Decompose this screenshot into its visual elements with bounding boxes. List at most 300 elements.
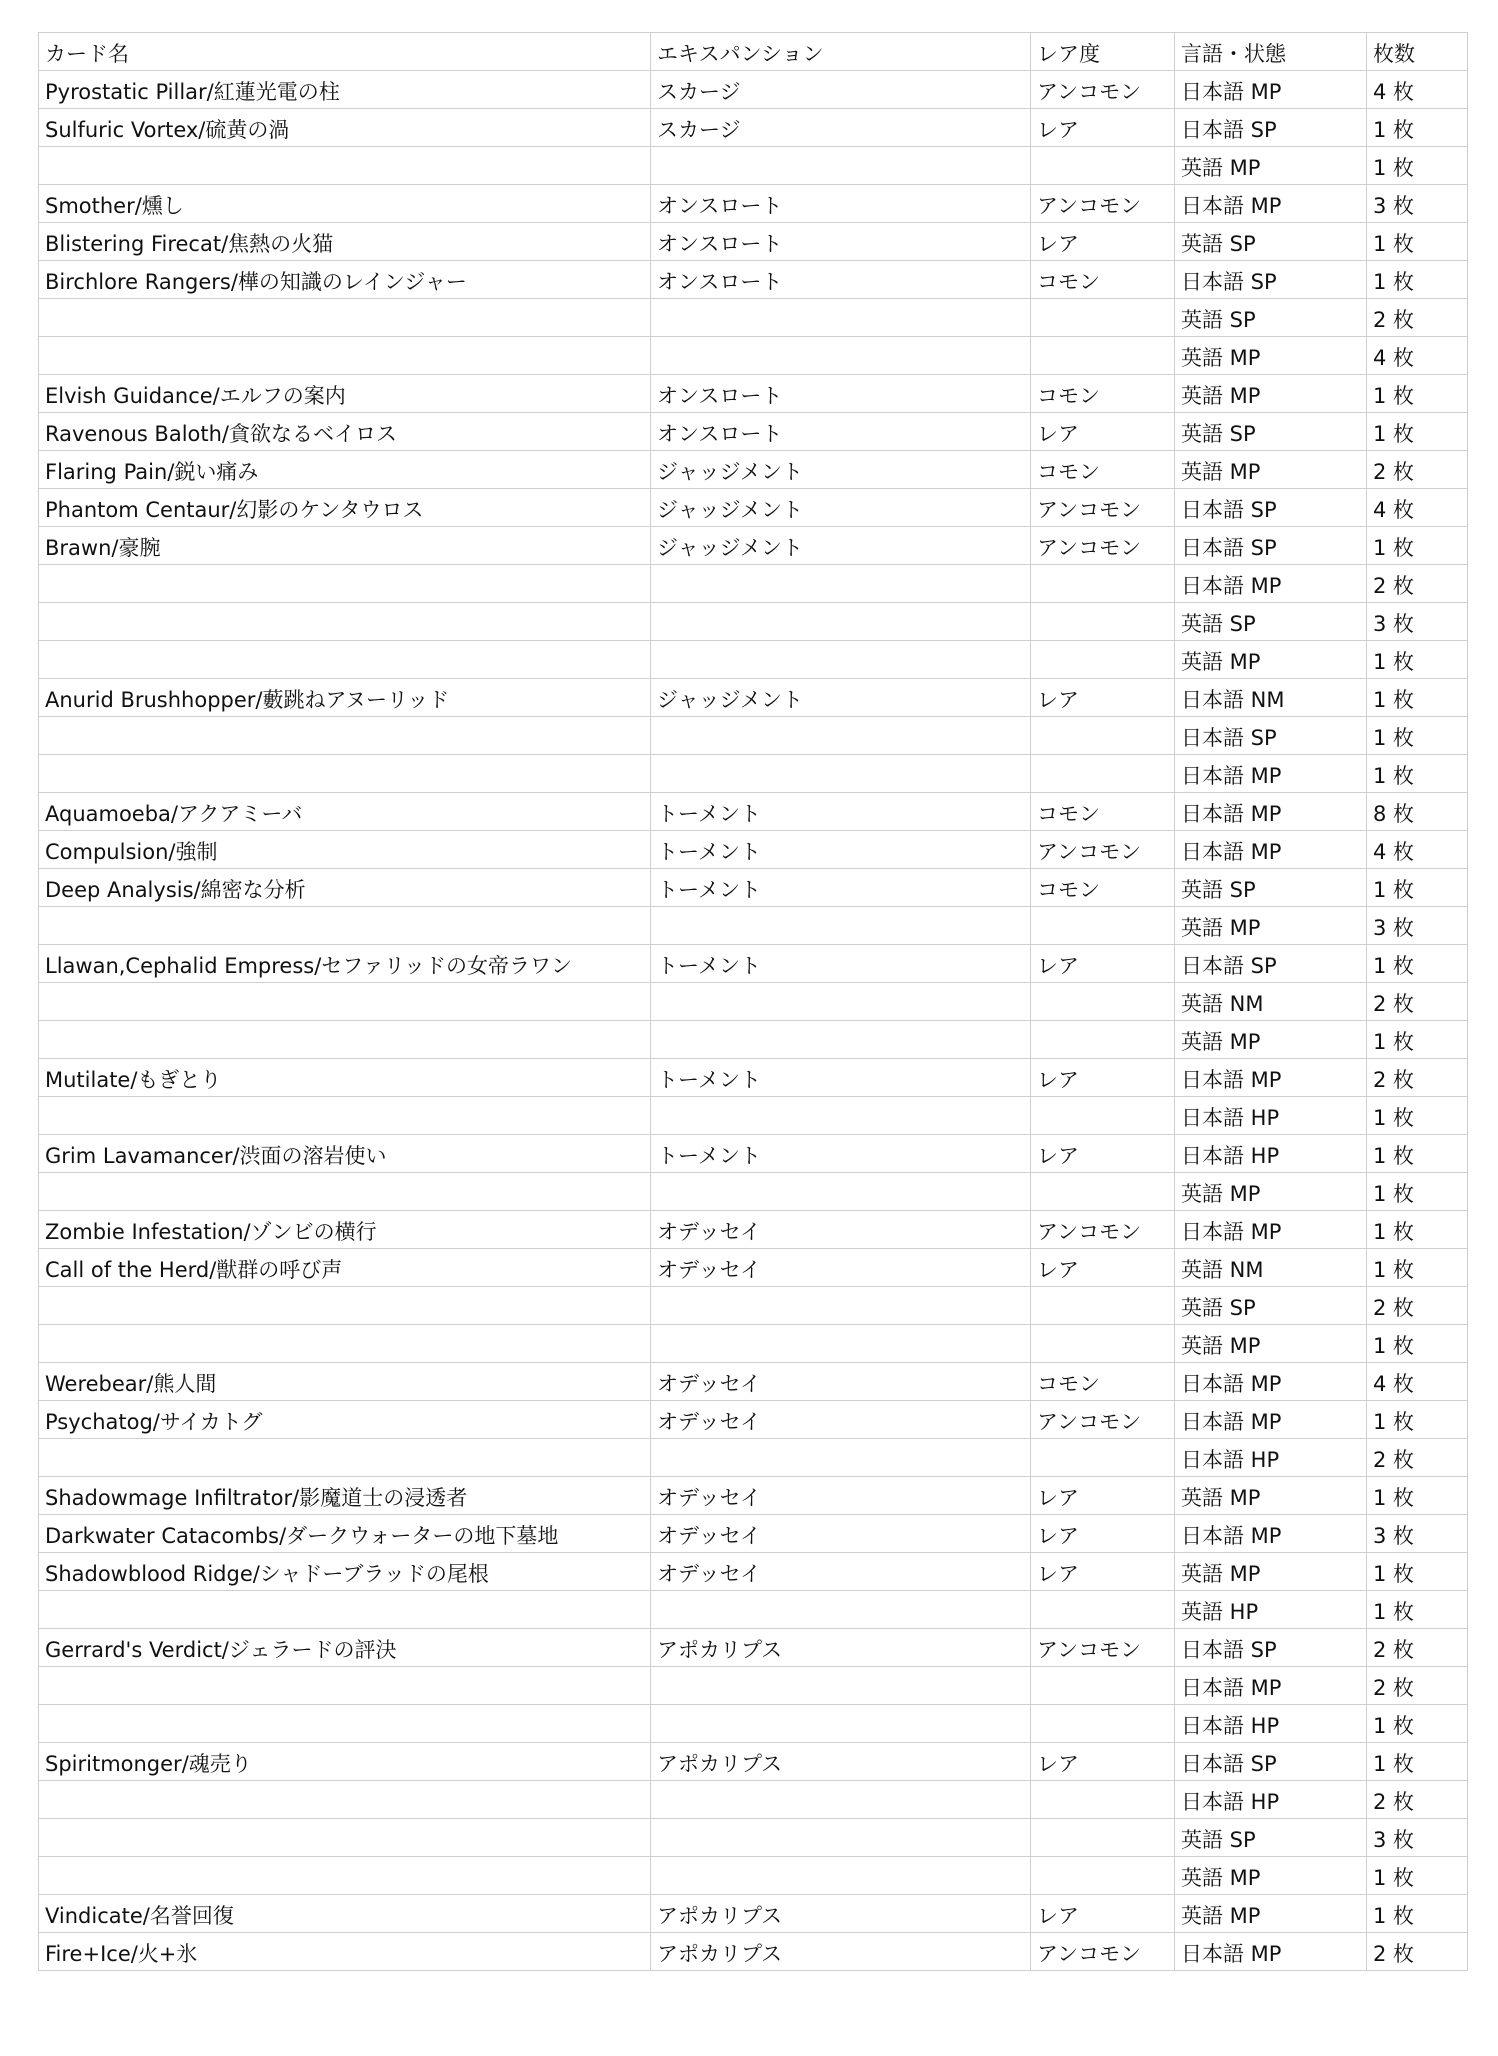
cell-language-condition: 日本語 SP	[1175, 1629, 1367, 1667]
table-row	[39, 1933, 1468, 1971]
cell-expansion: トーメント	[651, 945, 1031, 983]
cell-quantity: 1 枚	[1367, 869, 1468, 907]
table-row	[39, 1857, 1468, 1895]
cell-rarity: アンコモン	[1031, 831, 1175, 869]
cell-expansion: オデッセイ	[651, 1401, 1031, 1439]
cell-quantity: 3 枚	[1367, 1819, 1468, 1857]
table-row	[39, 527, 1468, 565]
cell-rarity: コモン	[1031, 261, 1175, 299]
table-row	[39, 1477, 1468, 1515]
cell-expansion	[651, 1325, 1031, 1363]
cell-rarity	[1031, 1097, 1175, 1135]
table-row	[39, 1401, 1468, 1439]
cell-card-name: Flaring Pain/鋭い痛み	[39, 451, 651, 489]
cell-language-condition: 英語 MP	[1175, 1857, 1367, 1895]
cell-quantity: 1 枚	[1367, 1743, 1468, 1781]
cell-rarity: レア	[1031, 1515, 1175, 1553]
cell-card-name	[39, 1173, 651, 1211]
cell-card-name	[39, 337, 651, 375]
cell-language-condition: 日本語 HP	[1175, 1705, 1367, 1743]
cell-card-name: Call of the Herd/獣群の呼び声	[39, 1249, 651, 1287]
cell-language-condition: 日本語 MP	[1175, 1667, 1367, 1705]
table-row	[39, 1021, 1468, 1059]
cell-language-condition: 英語 MP	[1175, 907, 1367, 945]
cell-language-condition: 日本語 HP	[1175, 1439, 1367, 1477]
cell-language-condition: 日本語 MP	[1175, 1363, 1367, 1401]
cell-quantity: 1 枚	[1367, 147, 1468, 185]
cell-rarity: アンコモン	[1031, 71, 1175, 109]
cell-expansion: オンスロート	[651, 223, 1031, 261]
cell-expansion: オデッセイ	[651, 1553, 1031, 1591]
cell-language-condition: 日本語 SP	[1175, 1743, 1367, 1781]
header-row	[39, 33, 1468, 71]
cell-card-name: Spiritmonger/魂売り	[39, 1743, 651, 1781]
table-row	[39, 299, 1468, 337]
cell-card-name: Grim Lavamancer/渋面の溶岩使い	[39, 1135, 651, 1173]
cell-rarity: レア	[1031, 1895, 1175, 1933]
table-row	[39, 1705, 1468, 1743]
cell-rarity	[1031, 337, 1175, 375]
cell-card-name: Blistering Firecat/焦熱の火猫	[39, 223, 651, 261]
cell-card-name: Zombie Infestation/ゾンビの横行	[39, 1211, 651, 1249]
cell-card-name	[39, 1781, 651, 1819]
cell-card-name	[39, 907, 651, 945]
cell-rarity: コモン	[1031, 451, 1175, 489]
cell-card-name	[39, 1325, 651, 1363]
cell-expansion	[651, 565, 1031, 603]
cell-rarity: コモン	[1031, 375, 1175, 413]
cell-language-condition: 英語 SP	[1175, 1819, 1367, 1857]
cell-language-condition: 英語 SP	[1175, 603, 1367, 641]
cell-card-name: Darkwater Catacombs/ダークウォーターの地下墓地	[39, 1515, 651, 1553]
cell-quantity: 2 枚	[1367, 299, 1468, 337]
cell-expansion	[651, 1667, 1031, 1705]
cell-quantity: 1 枚	[1367, 261, 1468, 299]
cell-quantity: 1 枚	[1367, 109, 1468, 147]
cell-language-condition: 英語 MP	[1175, 1895, 1367, 1933]
cell-card-name: Birchlore Rangers/樺の知識のレインジャー	[39, 261, 651, 299]
cell-quantity: 1 枚	[1367, 1021, 1468, 1059]
cell-expansion: トーメント	[651, 831, 1031, 869]
cell-rarity	[1031, 299, 1175, 337]
cell-language-condition: 日本語 HP	[1175, 1781, 1367, 1819]
cell-rarity: レア	[1031, 1059, 1175, 1097]
cell-rarity: レア	[1031, 945, 1175, 983]
cell-language-condition: 日本語 MP	[1175, 71, 1367, 109]
cell-language-condition: 英語 MP	[1175, 1021, 1367, 1059]
cell-card-name: Gerrard's Verdict/ジェラードの評決	[39, 1629, 651, 1667]
cell-card-name	[39, 1591, 651, 1629]
cell-rarity	[1031, 1705, 1175, 1743]
cell-quantity: 2 枚	[1367, 1781, 1468, 1819]
table-row	[39, 1591, 1468, 1629]
cell-card-name	[39, 299, 651, 337]
cell-rarity	[1031, 755, 1175, 793]
cell-expansion: オデッセイ	[651, 1477, 1031, 1515]
cell-language-condition: 英語 SP	[1175, 299, 1367, 337]
cell-card-name: Llawan,Cephalid Empress/セファリッドの女帝ラワン	[39, 945, 651, 983]
cell-quantity: 1 枚	[1367, 679, 1468, 717]
cell-expansion: オデッセイ	[651, 1249, 1031, 1287]
cell-expansion: トーメント	[651, 869, 1031, 907]
cell-language-condition: 英語 MP	[1175, 641, 1367, 679]
cell-rarity: アンコモン	[1031, 1211, 1175, 1249]
cell-card-name: Elvish Guidance/エルフの案内	[39, 375, 651, 413]
table-row	[39, 679, 1468, 717]
table-row	[39, 1819, 1468, 1857]
cell-card-name	[39, 1667, 651, 1705]
cell-rarity	[1031, 1439, 1175, 1477]
table-row	[39, 1173, 1468, 1211]
cell-language-condition: 英語 SP	[1175, 1287, 1367, 1325]
cell-rarity	[1031, 1325, 1175, 1363]
cell-quantity: 1 枚	[1367, 375, 1468, 413]
cell-rarity	[1031, 1819, 1175, 1857]
cell-card-name	[39, 1857, 651, 1895]
table-row	[39, 603, 1468, 641]
table-row	[39, 71, 1468, 109]
cell-quantity: 3 枚	[1367, 1515, 1468, 1553]
cell-expansion	[651, 1819, 1031, 1857]
cell-language-condition: 日本語 MP	[1175, 185, 1367, 223]
cell-quantity: 1 枚	[1367, 1135, 1468, 1173]
cell-language-condition: 英語 SP	[1175, 223, 1367, 261]
cell-rarity	[1031, 641, 1175, 679]
cell-rarity	[1031, 983, 1175, 1021]
table-row	[39, 223, 1468, 261]
cell-quantity: 1 枚	[1367, 1249, 1468, 1287]
cell-expansion: オンスロート	[651, 185, 1031, 223]
cell-language-condition: 日本語 MP	[1175, 755, 1367, 793]
cell-language-condition: 日本語 NM	[1175, 679, 1367, 717]
cell-language-condition: 日本語 MP	[1175, 1059, 1367, 1097]
cell-rarity: レア	[1031, 413, 1175, 451]
cell-quantity: 3 枚	[1367, 603, 1468, 641]
cell-card-name: Ravenous Baloth/貪欲なるベイロス	[39, 413, 651, 451]
cell-rarity	[1031, 1591, 1175, 1629]
cell-language-condition: 英語 NM	[1175, 1249, 1367, 1287]
header-expansion: エキスパンション	[651, 33, 1031, 71]
cell-quantity: 2 枚	[1367, 1287, 1468, 1325]
cell-rarity	[1031, 1667, 1175, 1705]
cell-card-name	[39, 641, 651, 679]
table-row	[39, 413, 1468, 451]
table-row	[39, 717, 1468, 755]
table-row	[39, 1363, 1468, 1401]
cell-quantity: 3 枚	[1367, 185, 1468, 223]
table-row	[39, 1667, 1468, 1705]
cell-quantity: 1 枚	[1367, 1895, 1468, 1933]
cell-quantity: 2 枚	[1367, 1667, 1468, 1705]
cell-rarity	[1031, 603, 1175, 641]
cell-quantity: 1 枚	[1367, 1477, 1468, 1515]
cell-rarity	[1031, 1857, 1175, 1895]
table-row	[39, 375, 1468, 413]
table-row	[39, 565, 1468, 603]
cell-rarity	[1031, 565, 1175, 603]
cell-language-condition: 日本語 HP	[1175, 1135, 1367, 1173]
cell-card-name: Pyrostatic Pillar/紅蓮光電の柱	[39, 71, 651, 109]
cell-rarity: レア	[1031, 679, 1175, 717]
cell-rarity	[1031, 717, 1175, 755]
cell-expansion	[651, 641, 1031, 679]
cell-expansion: スカージ	[651, 109, 1031, 147]
table-row	[39, 869, 1468, 907]
cell-quantity: 1 枚	[1367, 641, 1468, 679]
cell-expansion: トーメント	[651, 793, 1031, 831]
cell-card-name	[39, 1819, 651, 1857]
cell-rarity: コモン	[1031, 793, 1175, 831]
table-body	[39, 71, 1468, 1971]
cell-expansion	[651, 1021, 1031, 1059]
cell-language-condition: 英語 MP	[1175, 1325, 1367, 1363]
cell-language-condition: 日本語 SP	[1175, 527, 1367, 565]
cell-card-name	[39, 755, 651, 793]
table-row	[39, 1895, 1468, 1933]
cell-card-name: Brawn/豪腕	[39, 527, 651, 565]
cell-language-condition: 日本語 MP	[1175, 831, 1367, 869]
cell-expansion	[651, 603, 1031, 641]
cell-quantity: 8 枚	[1367, 793, 1468, 831]
cell-card-name: Psychatog/サイカトグ	[39, 1401, 651, 1439]
cell-expansion: オンスロート	[651, 261, 1031, 299]
cell-card-name: Fire+Ice/火+氷	[39, 1933, 651, 1971]
cell-rarity: コモン	[1031, 869, 1175, 907]
cell-rarity	[1031, 1287, 1175, 1325]
cell-language-condition: 日本語 MP	[1175, 793, 1367, 831]
cell-card-name	[39, 983, 651, 1021]
cell-expansion: オデッセイ	[651, 1515, 1031, 1553]
cell-quantity: 1 枚	[1367, 717, 1468, 755]
cell-quantity: 1 枚	[1367, 1325, 1468, 1363]
cell-rarity: レア	[1031, 1743, 1175, 1781]
table-row	[39, 1287, 1468, 1325]
cell-expansion	[651, 983, 1031, 1021]
cell-card-name	[39, 147, 651, 185]
cell-quantity: 4 枚	[1367, 1363, 1468, 1401]
cell-quantity: 1 枚	[1367, 1401, 1468, 1439]
cell-language-condition: 英語 MP	[1175, 147, 1367, 185]
cell-language-condition: 英語 NM	[1175, 983, 1367, 1021]
table-row	[39, 1059, 1468, 1097]
cell-quantity: 1 枚	[1367, 1097, 1468, 1135]
table-row	[39, 109, 1468, 147]
cell-quantity: 2 枚	[1367, 1059, 1468, 1097]
cell-expansion: オデッセイ	[651, 1363, 1031, 1401]
cell-card-name: Shadowmage Infiltrator/影魔道士の浸透者	[39, 1477, 651, 1515]
cell-expansion: トーメント	[651, 1059, 1031, 1097]
cell-expansion: ジャッジメント	[651, 527, 1031, 565]
cell-expansion	[651, 1591, 1031, 1629]
cell-card-name	[39, 1439, 651, 1477]
table-row	[39, 489, 1468, 527]
table-row	[39, 793, 1468, 831]
cell-language-condition: 日本語 SP	[1175, 717, 1367, 755]
cell-quantity: 1 枚	[1367, 223, 1468, 261]
cell-rarity: アンコモン	[1031, 1401, 1175, 1439]
cell-language-condition: 英語 MP	[1175, 375, 1367, 413]
cell-rarity: レア	[1031, 1135, 1175, 1173]
cell-quantity: 1 枚	[1367, 945, 1468, 983]
cell-expansion: スカージ	[651, 71, 1031, 109]
cell-card-name	[39, 1021, 651, 1059]
cell-language-condition: 英語 MP	[1175, 451, 1367, 489]
cell-expansion	[651, 1781, 1031, 1819]
cell-card-name	[39, 1287, 651, 1325]
cell-language-condition: 日本語 MP	[1175, 1401, 1367, 1439]
cell-expansion	[651, 717, 1031, 755]
cell-expansion	[651, 1857, 1031, 1895]
cell-rarity: アンコモン	[1031, 1933, 1175, 1971]
cell-expansion	[651, 1705, 1031, 1743]
cell-card-name	[39, 565, 651, 603]
table-row	[39, 1439, 1468, 1477]
cell-rarity: アンコモン	[1031, 1629, 1175, 1667]
table-row	[39, 1211, 1468, 1249]
cell-expansion: アポカリプス	[651, 1895, 1031, 1933]
cell-rarity: アンコモン	[1031, 489, 1175, 527]
table-row	[39, 1135, 1468, 1173]
table-row	[39, 337, 1468, 375]
cell-language-condition: 英語 HP	[1175, 1591, 1367, 1629]
cell-quantity: 1 枚	[1367, 1173, 1468, 1211]
cell-card-name	[39, 1705, 651, 1743]
table-row	[39, 907, 1468, 945]
cell-expansion: ジャッジメント	[651, 679, 1031, 717]
cell-expansion: ジャッジメント	[651, 451, 1031, 489]
cell-quantity: 2 枚	[1367, 451, 1468, 489]
cell-language-condition: 英語 SP	[1175, 869, 1367, 907]
cell-expansion	[651, 1173, 1031, 1211]
table-row	[39, 451, 1468, 489]
cell-expansion: アポカリプス	[651, 1933, 1031, 1971]
cell-language-condition: 日本語 HP	[1175, 1097, 1367, 1135]
header-rarity: レア度	[1031, 33, 1175, 71]
cell-quantity: 1 枚	[1367, 527, 1468, 565]
cell-quantity: 2 枚	[1367, 1439, 1468, 1477]
cell-quantity: 1 枚	[1367, 1553, 1468, 1591]
table-row	[39, 983, 1468, 1021]
cell-rarity: アンコモン	[1031, 185, 1175, 223]
cell-expansion: アポカリプス	[651, 1629, 1031, 1667]
cell-language-condition: 日本語 MP	[1175, 1515, 1367, 1553]
cell-language-condition: 日本語 MP	[1175, 1933, 1367, 1971]
cell-card-name	[39, 717, 651, 755]
cell-language-condition: 日本語 SP	[1175, 109, 1367, 147]
cell-language-condition: 英語 MP	[1175, 1477, 1367, 1515]
table-row	[39, 641, 1468, 679]
cell-expansion	[651, 907, 1031, 945]
cell-language-condition: 日本語 SP	[1175, 261, 1367, 299]
cell-card-name: Anurid Brushhopper/藪跳ねアヌーリッド	[39, 679, 651, 717]
cell-rarity: レア	[1031, 223, 1175, 261]
cell-quantity: 4 枚	[1367, 489, 1468, 527]
cell-expansion	[651, 147, 1031, 185]
table-row	[39, 1553, 1468, 1591]
cell-quantity: 1 枚	[1367, 1857, 1468, 1895]
cell-language-condition: 英語 SP	[1175, 413, 1367, 451]
cell-card-name	[39, 1097, 651, 1135]
cell-language-condition: 日本語 MP	[1175, 565, 1367, 603]
cell-rarity: レア	[1031, 1477, 1175, 1515]
cell-rarity: レア	[1031, 109, 1175, 147]
cell-card-name: Sulfuric Vortex/硫黄の渦	[39, 109, 651, 147]
cell-expansion	[651, 755, 1031, 793]
cell-card-name: Smother/燻し	[39, 185, 651, 223]
cell-card-name: Werebear/熊人間	[39, 1363, 651, 1401]
cell-expansion	[651, 337, 1031, 375]
cell-expansion: アポカリプス	[651, 1743, 1031, 1781]
table-row	[39, 261, 1468, 299]
table-row	[39, 1781, 1468, 1819]
cell-quantity: 2 枚	[1367, 1629, 1468, 1667]
table-row	[39, 831, 1468, 869]
cell-quantity: 4 枚	[1367, 337, 1468, 375]
header-language-condition: 言語・状態	[1175, 33, 1367, 71]
cell-rarity	[1031, 1173, 1175, 1211]
cell-rarity	[1031, 1781, 1175, 1819]
table-row	[39, 755, 1468, 793]
cell-quantity: 1 枚	[1367, 1705, 1468, 1743]
cell-language-condition: 日本語 SP	[1175, 489, 1367, 527]
cell-expansion: オンスロート	[651, 413, 1031, 451]
cell-language-condition: 英語 MP	[1175, 337, 1367, 375]
cell-card-name: Aquamoeba/アクアミーバ	[39, 793, 651, 831]
cell-quantity: 2 枚	[1367, 1933, 1468, 1971]
cell-quantity: 1 枚	[1367, 1211, 1468, 1249]
header-card-name: カード名	[39, 33, 651, 71]
table-row	[39, 1325, 1468, 1363]
cell-expansion	[651, 1097, 1031, 1135]
table-row	[39, 945, 1468, 983]
cell-quantity: 4 枚	[1367, 71, 1468, 109]
cell-card-name: Compulsion/強制	[39, 831, 651, 869]
cell-card-name	[39, 603, 651, 641]
cell-rarity: レア	[1031, 1249, 1175, 1287]
cell-expansion: オデッセイ	[651, 1211, 1031, 1249]
cell-quantity: 4 枚	[1367, 831, 1468, 869]
cell-card-name: Shadowblood Ridge/シャドーブラッドの尾根	[39, 1553, 651, 1591]
table-row	[39, 1515, 1468, 1553]
cell-expansion	[651, 1439, 1031, 1477]
cell-quantity: 2 枚	[1367, 565, 1468, 603]
cell-language-condition: 英語 MP	[1175, 1553, 1367, 1591]
table-row	[39, 1629, 1468, 1667]
cell-language-condition: 日本語 MP	[1175, 1211, 1367, 1249]
cell-language-condition: 日本語 SP	[1175, 945, 1367, 983]
cell-rarity	[1031, 1021, 1175, 1059]
cell-expansion	[651, 299, 1031, 337]
table-row	[39, 185, 1468, 223]
table-row	[39, 1097, 1468, 1135]
cell-rarity	[1031, 907, 1175, 945]
table-row	[39, 1743, 1468, 1781]
table-row	[39, 1249, 1468, 1287]
table-row	[39, 147, 1468, 185]
cell-quantity: 1 枚	[1367, 755, 1468, 793]
cell-quantity: 2 枚	[1367, 983, 1468, 1021]
header-quantity: 枚数	[1367, 33, 1468, 71]
cell-rarity: コモン	[1031, 1363, 1175, 1401]
cell-rarity: アンコモン	[1031, 527, 1175, 565]
cell-rarity: レア	[1031, 1553, 1175, 1591]
cell-expansion	[651, 1287, 1031, 1325]
cell-quantity: 3 枚	[1367, 907, 1468, 945]
card-inventory-table	[38, 32, 1468, 1971]
cell-card-name: Deep Analysis/綿密な分析	[39, 869, 651, 907]
cell-expansion: ジャッジメント	[651, 489, 1031, 527]
cell-card-name: Mutilate/もぎとり	[39, 1059, 651, 1097]
